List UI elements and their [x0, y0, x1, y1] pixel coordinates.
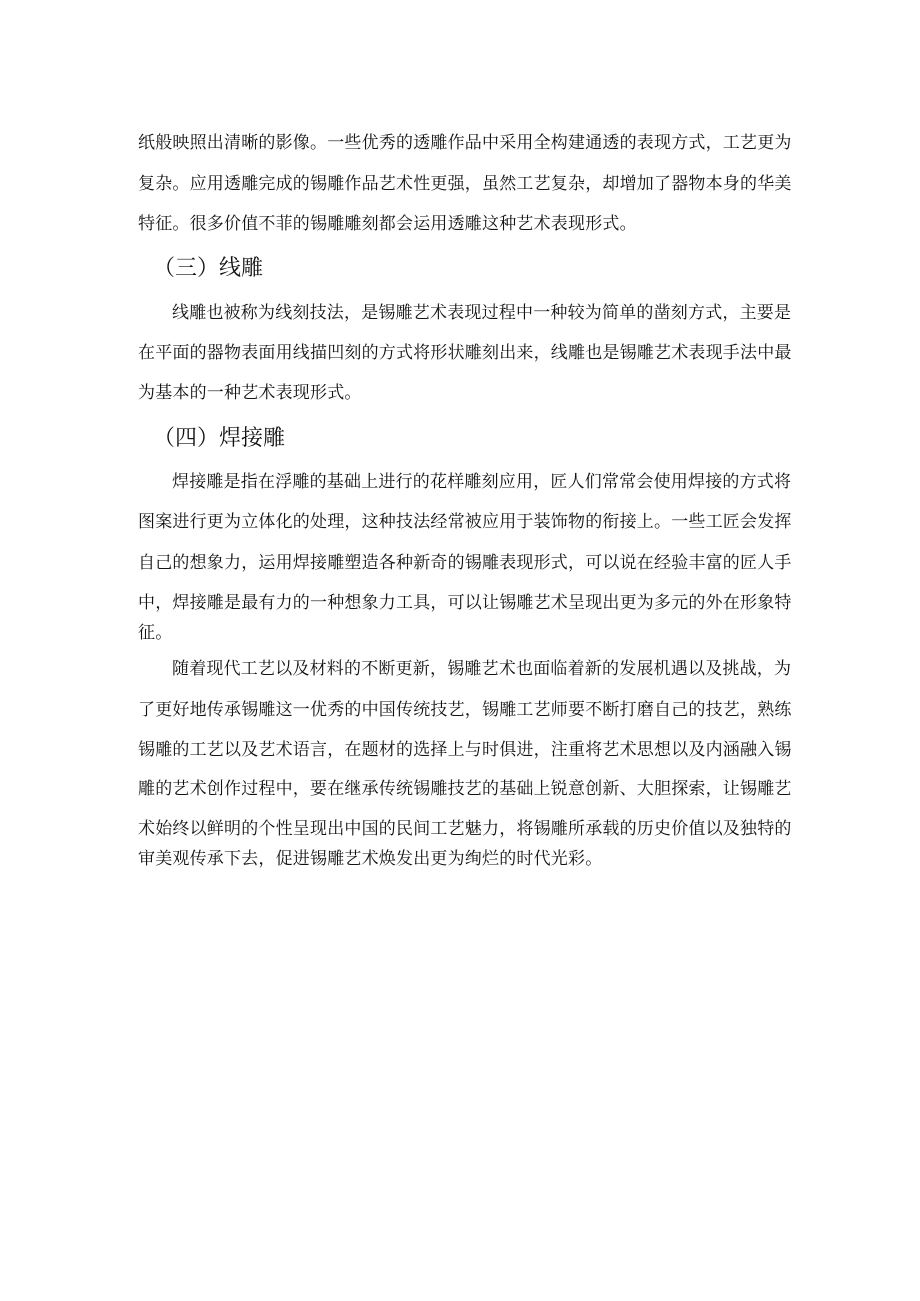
- text-line: 特征。很多价值不菲的锡雕雕刻都会运用透雕这种艺术表现形式。: [138, 214, 637, 234]
- text-line: 术始终以鲜明的个性呈现出中国的民间工艺魅力，将锡雕所承载的历史价值以及独特的: [138, 819, 792, 839]
- text-line: 线雕也被称为线刻技法，是锡雕艺术表现过程中一种较为简单的凿刻方式，主要是: [172, 303, 792, 323]
- section-heading-line-carving: （三）线雕: [153, 256, 264, 281]
- text-line: 纸般映照出清晰的影像。一些优秀的透雕作品中采用全构建通透的表现方式，工艺更为: [138, 133, 792, 153]
- text-line: 审美观传承下去，促进锡雕艺术焕发出更为绚烂的时代光彩。: [138, 849, 603, 869]
- text-line: 焊接雕是指在浮雕的基础上进行的花样雕刻应用，匠人们常常会使用焊接的方式将: [172, 472, 792, 492]
- text-line: 锡雕的工艺以及艺术语言，在题材的选择上与时俱进，注重将艺术思想以及内涵融入锡: [138, 740, 792, 760]
- text-line: 图案进行更为立体化的处理，这种技法经常被应用于装饰物的衔接上。一些工匠会发挥: [138, 512, 792, 532]
- text-line: 在平面的器物表面用线描凹刻的方式将形状雕刻出来，线雕也是锡雕艺术表现手法中最: [138, 343, 792, 363]
- text-line: 征。: [138, 623, 173, 643]
- section-heading-weld-carving: （四）焊接雕: [153, 426, 286, 451]
- text-line: 为基本的一种艺术表现形式。: [138, 383, 362, 403]
- text-line: 雕的艺术创作过程中，要在继承传统锡雕技艺的基础上锐意创新、大胆探索，让锡雕艺: [138, 779, 792, 799]
- text-line: 复杂。应用透雕完成的锡雕作品艺术性更强，虽然工艺复杂，却增加了器物本身的华美: [138, 174, 792, 194]
- text-line: 随着现代工艺以及材料的不断更新，锡雕艺术也面临着新的发展机遇以及挑战，为: [172, 659, 792, 679]
- text-line: 中，焊接雕是最有力的一种想象力工具，可以让锡雕艺术呈现出更为多元的外在形象特: [138, 593, 792, 613]
- text-line: 自己的想象力，运用焊接雕塑造各种新奇的锡雕表现形式，可以说在经验丰富的匠人手: [138, 553, 792, 573]
- text-line: 了更好地传承锡雕这一优秀的中国传统技艺，锡雕工艺师要不断打磨自己的技艺，熟练: [138, 700, 792, 720]
